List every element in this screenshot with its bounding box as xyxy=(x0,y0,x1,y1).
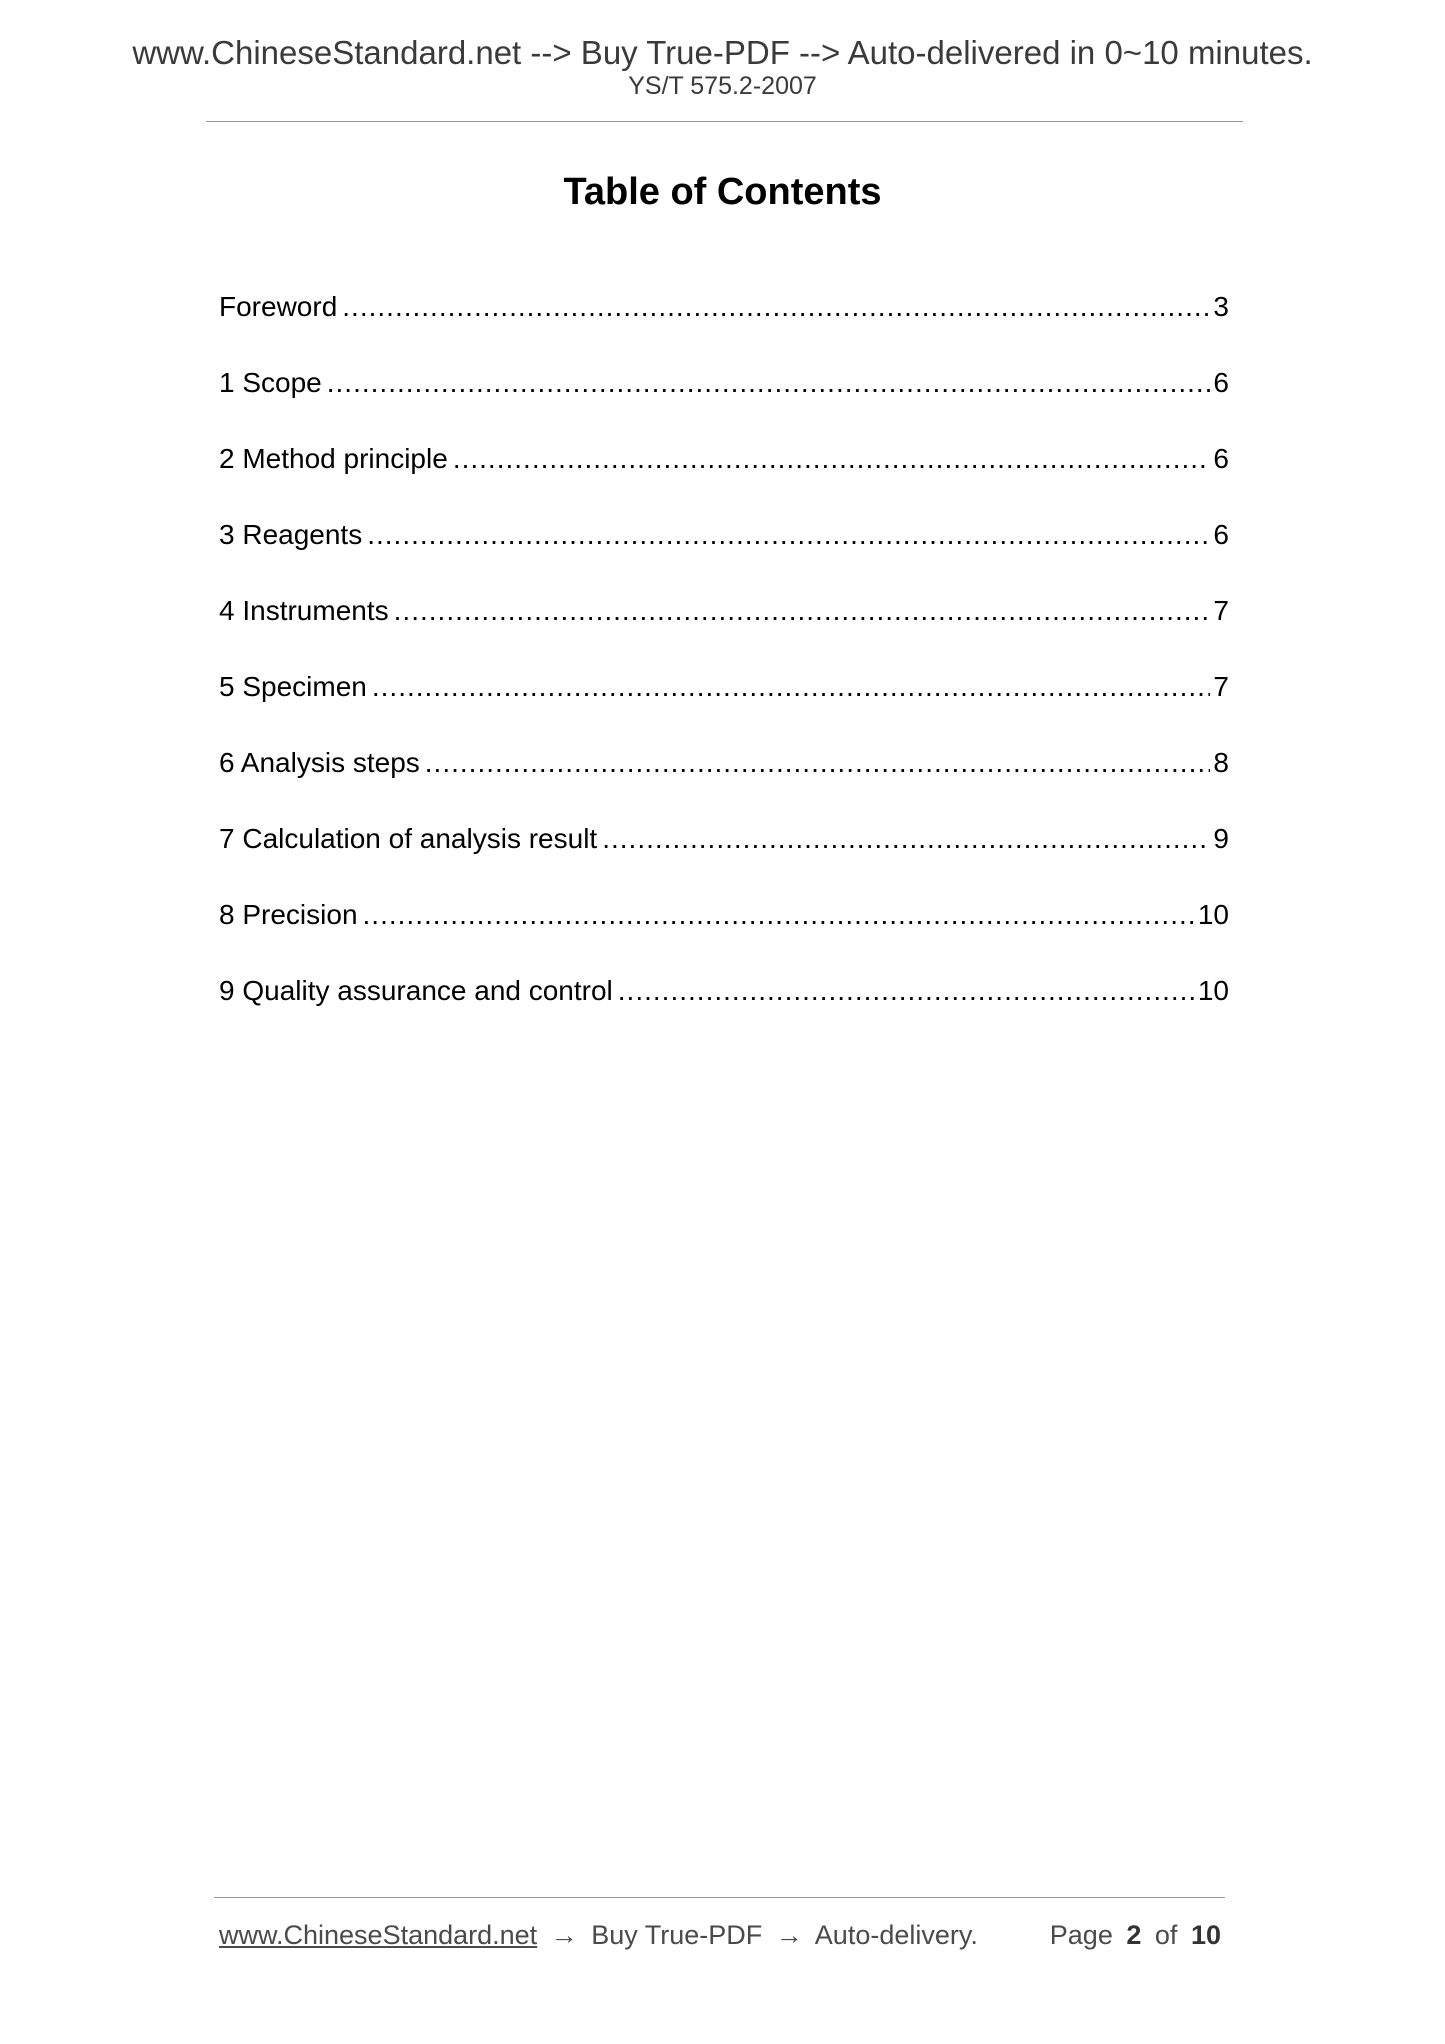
dot-leader xyxy=(372,669,1211,705)
site-link[interactable]: www.ChineseStandard.net xyxy=(219,1920,538,1950)
toc-entry-quality-assurance[interactable] xyxy=(219,973,1229,1049)
toc-entry-page: 10 xyxy=(1197,899,1229,930)
toc-entry-calculation[interactable] xyxy=(219,821,1229,897)
toc-entry-page: 8 xyxy=(1213,747,1229,778)
toc-entry-page: 7 xyxy=(1213,595,1229,626)
page-indicator xyxy=(1050,1917,1221,1953)
toc-entry-precision[interactable] xyxy=(219,897,1229,973)
current-page-number: 2 xyxy=(1126,1920,1142,1950)
toc-entry-reagents[interactable] xyxy=(219,517,1229,593)
right-arrow-icon: → xyxy=(775,1920,803,1950)
dot-leader xyxy=(363,897,1195,933)
page-title: Table of Contents xyxy=(563,171,882,213)
toc-entry-page: 6 xyxy=(1213,367,1229,398)
toc-entry-scope[interactable] xyxy=(219,365,1229,441)
toc-entry-label: 7 Calculation of analysis result xyxy=(219,823,598,854)
toc-entry-label: 6 Analysis steps xyxy=(219,747,420,778)
toc-entry-label: 4 Instruments xyxy=(219,595,389,626)
header-banner: www.ChineseStandard.net --> Buy True-PDF --> Auto-delivered in 0~10 minutes. xyxy=(132,34,1313,71)
page-label: Page xyxy=(1049,1920,1113,1950)
toc-entry-foreword[interactable] xyxy=(219,289,1229,365)
toc-entry-label: 8 Precision xyxy=(219,899,358,930)
toc-entry-label: Foreword xyxy=(219,291,338,322)
toc-entry-page: 9 xyxy=(1213,823,1229,854)
total-pages-number: 10 xyxy=(1190,1920,1221,1950)
toc-entry-page: 6 xyxy=(1213,519,1229,550)
toc-entry-label: 2 Method principle xyxy=(219,443,448,474)
toc-entry-label: 9 Quality assurance and control xyxy=(219,975,613,1006)
dot-leader xyxy=(618,973,1195,1009)
toc-entry-page: 3 xyxy=(1213,291,1229,322)
toc-entry-specimen[interactable] xyxy=(219,669,1229,745)
document-code: YS/T 575.2-2007 xyxy=(628,72,817,100)
table-of-contents xyxy=(219,289,1229,1049)
toc-entry-instruments[interactable] xyxy=(219,593,1229,669)
dot-leader xyxy=(602,821,1210,857)
toc-entry-label: 1 Scope xyxy=(219,367,322,398)
toc-entry-analysis-steps[interactable] xyxy=(219,745,1229,821)
page-footer xyxy=(219,1917,1221,1953)
toc-entry-label: 3 Reagents xyxy=(219,519,363,550)
right-arrow-icon: → xyxy=(550,1920,578,1950)
of-label: of xyxy=(1154,1920,1178,1950)
buy-text: Buy True-PDF xyxy=(591,1920,763,1950)
dot-leader xyxy=(453,441,1211,477)
footer-divider xyxy=(214,1897,1225,1898)
toc-entry-page: 7 xyxy=(1213,671,1229,702)
dot-leader xyxy=(342,289,1210,325)
toc-entry-method-principle[interactable] xyxy=(219,441,1229,517)
header-divider xyxy=(206,121,1243,122)
dot-leader xyxy=(425,745,1211,781)
footer-promo xyxy=(219,1917,978,1953)
toc-entry-page: 10 xyxy=(1197,975,1229,1006)
toc-entry-label: 5 Specimen xyxy=(219,671,367,702)
toc-entry-page: 6 xyxy=(1213,443,1229,474)
dot-leader xyxy=(394,593,1211,629)
dot-leader xyxy=(367,517,1210,553)
dot-leader xyxy=(327,365,1211,401)
delivery-text: Auto-delivery. xyxy=(814,1920,978,1950)
